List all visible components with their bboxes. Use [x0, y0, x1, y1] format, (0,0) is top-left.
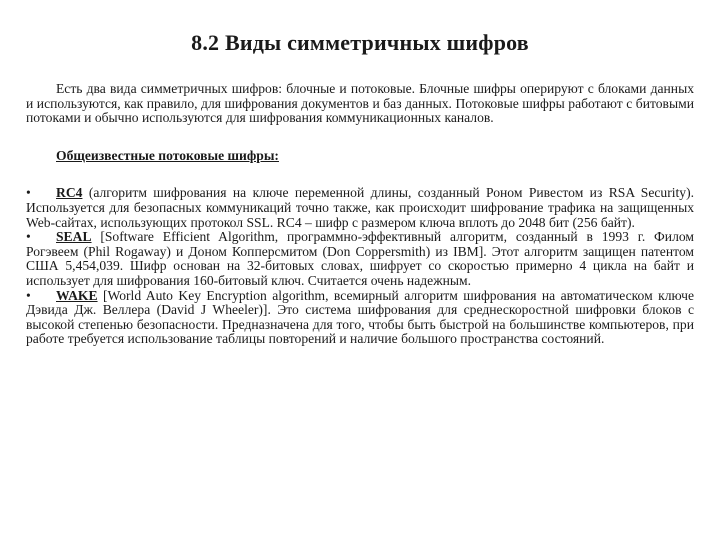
cipher-name: WAKE [56, 287, 98, 303]
list-item-seal [26, 230, 694, 288]
cipher-description: [Software Efficient Algorithm, программно-эффективный алгоритм, созданный в 1993 г. Филом Рогэвеем (Phil Rogaway) и Доном Копперсмитом (Don Coppersmith) из IBM]. Этот алгоритм защищен патентом США 5,454,039. Шифр основан на 32-битовых словах, шифрует со скоростью примерно 4 цикла на байт и использует для шифрования 160-битовый ключ. Считается очень надежным. [26, 229, 694, 288]
cipher-description: [World Auto Key Encryption algorithm, всемирный алгоритм шифрования на автоматическом ключе Дэвида Дж. Веллера (David J Wheeler)]. Это система шифрования для среднескоростной шифровки блоков с высокой степенью безопасности. Предназначена для того, чтобы быть быстрой на большинстве компьютеров, при работе требуется использование таблицы повторений и наличие большого пространства состояний. [26, 287, 694, 347]
slide-body [26, 82, 694, 347]
intro-paragraph: Есть два вида симметричных шифров: блочные и потоковые. Блочные шифры оперируют с блоками данных и используются, как правило, для шифрования документов и баз данных. Потоковые шифры работают с битовыми потоками и обычно используются для шифрования коммуникационных каналов. [26, 81, 694, 126]
subheading: Общеизвестные потоковые шифры: [56, 147, 279, 163]
cipher-name: SEAL [56, 229, 92, 245]
list-item-rc4 [26, 186, 694, 230]
bullet-icon: • [26, 287, 31, 303]
cipher-name: RC4 [56, 185, 83, 201]
slide-title: 8.2 Виды симметричных шифров [191, 30, 529, 55]
cipher-description: (алгоритм шифрования на ключе переменной длины, созданный Роном Ривестом из RSA Security). Используется для безопасных коммуникаций точно также, как происходит шифрование трафика на защищенных Web-сайтах, использующих протокол SSL. RC4 – шифр с размером ключа вплоть до 2048 бит (256 байт). [26, 185, 694, 230]
bullet-icon: • [26, 185, 31, 201]
bullet-icon: • [26, 229, 31, 245]
list-item-wake [26, 289, 694, 347]
